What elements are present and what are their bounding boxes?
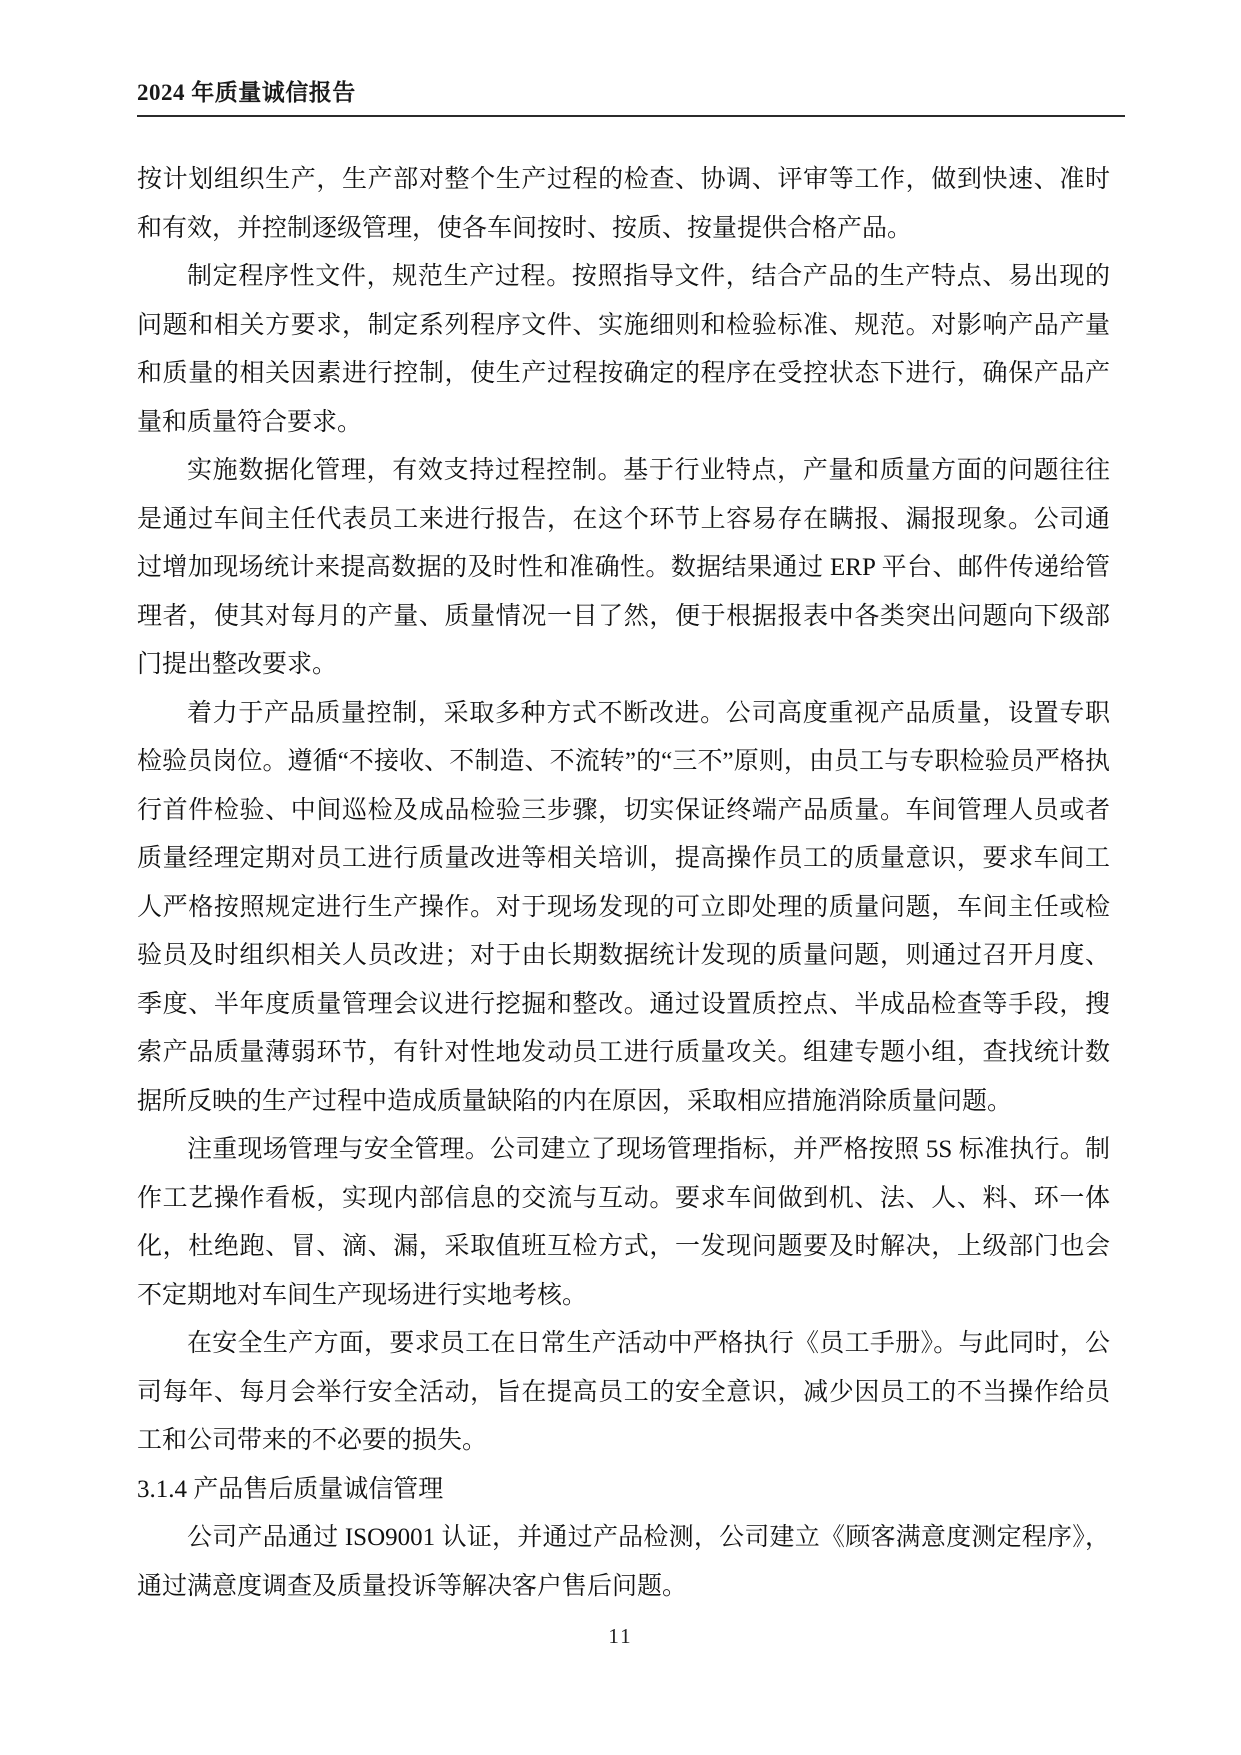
page-header <box>137 80 1125 117</box>
document-body <box>137 156 1110 1611</box>
page-footer <box>0 1624 1241 1649</box>
paragraph: 公司产品通过 ISO9001 认证，并通过产品检测，公司建立《顾客满意度测定程序》，通过满意度调查及质量投诉等解决客户售后问题。 <box>137 1524 1110 1600</box>
page-number: 11 <box>608 1624 633 1648</box>
paragraph: 制定程序性文件，规范生产过程。按照指导文件，结合产品的生产特点、易出现的问题和相关方要求，制定系列程序文件、实施细则和检验标准、规范。对影响产品产量和质量的相关因素进行控制，使生产过程按确定的程序在受控状态下进行，确保产品产量和质量符合要求。 <box>137 263 1110 436</box>
section-heading: 3.1.4 产品售后质量诚信管理 <box>137 1475 444 1503</box>
paragraph: 实施数据化管理，有效支持过程控制。基于行业特点，产量和质量方面的问题往往是通过车间主任代表员工来进行报告，在这个环节上容易存在瞒报、漏报现象。公司通过增加现场统计来提高数据的及时性和准确性。数据结果通过 ERP 平台、邮件传递给管理者，使其对每月的产量、质量情况一目了然，便于根据报表中各类突出问题向下级部门提出整改要求。 <box>137 457 1110 678</box>
paragraph: 在安全生产方面，要求员工在日常生产活动中严格执行《员工手册》。与此同时，公司每年、每月会举行安全活动，旨在提高员工的安全意识，减少因员工的不当操作给员工和公司带来的不必要的损失。 <box>137 1330 1110 1454</box>
paragraph: 按计划组织生产，生产部对整个生产过程的检查、协调、评审等工作，做到快速、准时和有效，并控制逐级管理，使各车间按时、按质、按量提供合格产品。 <box>137 166 1110 242</box>
paragraph: 注重现场管理与安全管理。公司建立了现场管理指标，并严格按照 5S 标准执行。制作工艺操作看板，实现内部信息的交流与互动。要求车间做到机、法、人、料、环一体化，杜绝跑、冒、滴、漏，采取值班互检方式，一发现问题要及时解决，上级部门也会不定期地对车间生产现场进行实地考核。 <box>137 1136 1110 1309</box>
page-header-title: 2024 年质量诚信报告 <box>137 80 356 105</box>
paragraph: 着力于产品质量控制，采取多种方式不断改进。公司高度重视产品质量，设置专职检验员岗位。遵循“不接收、不制造、不流转”的“三不”原则，由员工与专职检验员严格执行首件检验、中间巡检及成品检验三步骤，切实保证终端产品质量。车间管理人员或者质量经理定期对员工进行质量改进等相关培训，提高操作员工的质量意识，要求车间工人严格按照规定进行生产操作。对于现场发现的可立即处理的质量问题，车间主任或检验员及时组织相关人员改进；对于由长期数据统计发现的质量问题，则通过召开月度、季度、半年度质量管理会议进行挖掘和整改。通过设置质控点、半成品检查等手段，搜索产品质量薄弱环节，有针对性地发动员工进行质量攻关。组建专题小组，查找统计数据所反映的生产过程中造成质量缺陷的内在原因，采取相应措施消除质量问题。 <box>137 699 1110 1115</box>
